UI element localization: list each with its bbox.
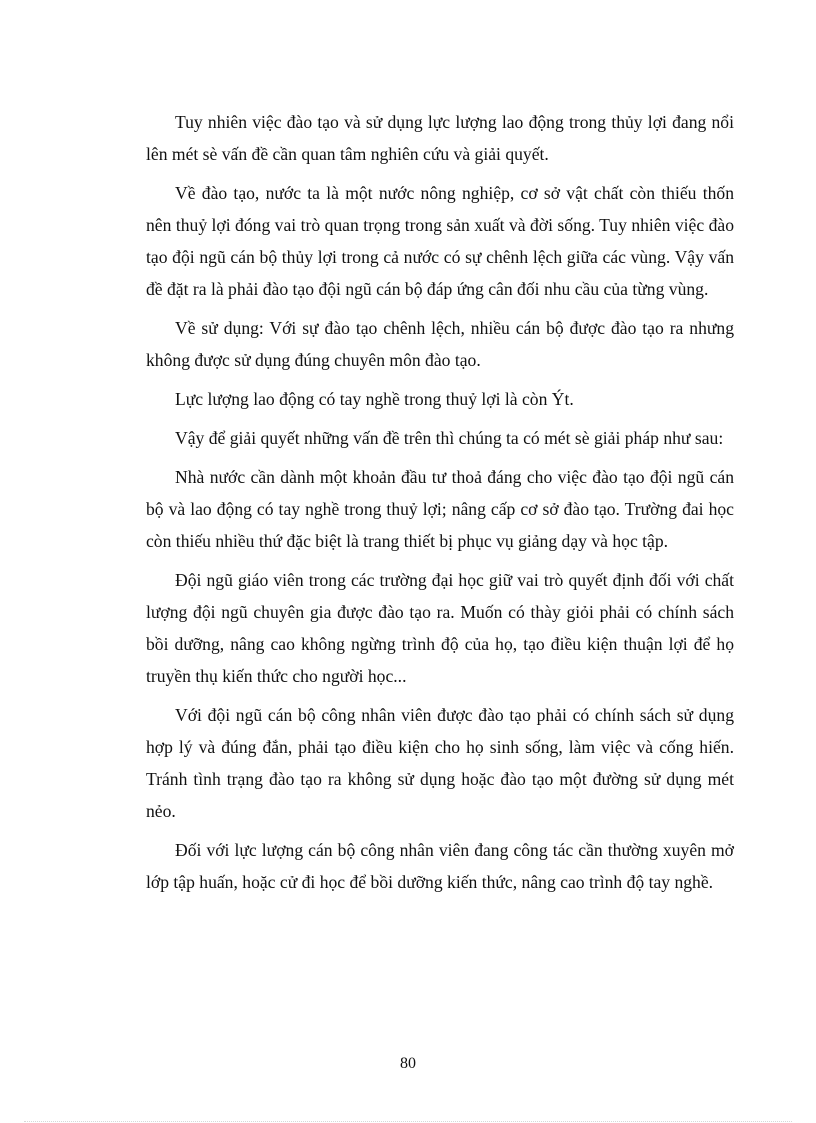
paragraph: Với đội ngũ cán bộ công nhân viên được đào tạo phải có chính sách sử dụng hợp lý và đúng đắn, phải tạo điều kiện cho họ sinh sống, làm việc và cống hiến. Tránh tình trạng đào tạo ra không sử dụng hoặc đào tạo một đường sử dụng mét nẻo. — [146, 705, 734, 821]
paragraph: Tuy nhiên việc đào tạo và sử dụng lực lượng lao động trong thủy lợi đang nổi lên mét sè vấn đề cần quan tâm nghiên cứu và giải quyết. — [146, 112, 734, 164]
paragraph: Về sử dụng: Với sự đào tạo chênh lệch, nhiều cán bộ được đào tạo ra nhưng không được sử dụng đúng chuyên môn đào tạo. — [146, 318, 734, 370]
document-body — [146, 106, 734, 905]
paragraph: Về đào tạo, nước ta là một nước nông nghiệp, cơ sở vật chất còn thiếu thốn nên thuỷ lợi đóng vai trò quan trọng trong sản xuất và đời sống. Tuy nhiên việc đào tạo đội ngũ cán bộ thủy lợi trong cả nước có sự chênh lệch giữa các vùng. Vậy vấn đề đặt ra là phải đào tạo đội ngũ cán bộ đáp ứng cân đối nhu cầu của từng vùng. — [146, 183, 734, 299]
paragraph: Nhà nước cần dành một khoản đầu tư thoả đáng cho việc đào tạo đội ngũ cán bộ và lao động có tay nghề trong thuỷ lợi; nâng cấp cơ sở đào tạo. Trường đai học còn thiếu nhiều thứ đặc biệt là trang thiết bị phục vụ giảng dạy và học tập. — [146, 467, 734, 551]
page-number: 80 — [400, 1055, 416, 1072]
paragraph: Vậy để giải quyết những vấn đề trên thì chúng ta có mét sè giải pháp như sau: — [175, 428, 724, 448]
paragraph: Lực lượng lao động có tay nghề trong thuỷ lợi là còn Ýt. — [175, 389, 574, 409]
page-bottom-divider — [24, 1121, 792, 1122]
paragraph: Đội ngũ giáo viên trong các trường đại học giữ vai trò quyết định đối với chất lượng đội ngũ chuyên gia được đào tạo ra. Muốn có thày giỏi phải có chính sách bồi dưỡng, nâng cao không ngừng trình độ của họ, tạo điều kiện thuận lợi để họ truyền thụ kiến thức cho người học... — [146, 570, 734, 686]
paragraph: Đối với lực lượng cán bộ công nhân viên đang công tác cần thường xuyên mở lớp tập huấn, hoặc cử đi học để bồi dưỡng kiến thức, nâng cao trình độ tay nghề. — [146, 840, 734, 892]
